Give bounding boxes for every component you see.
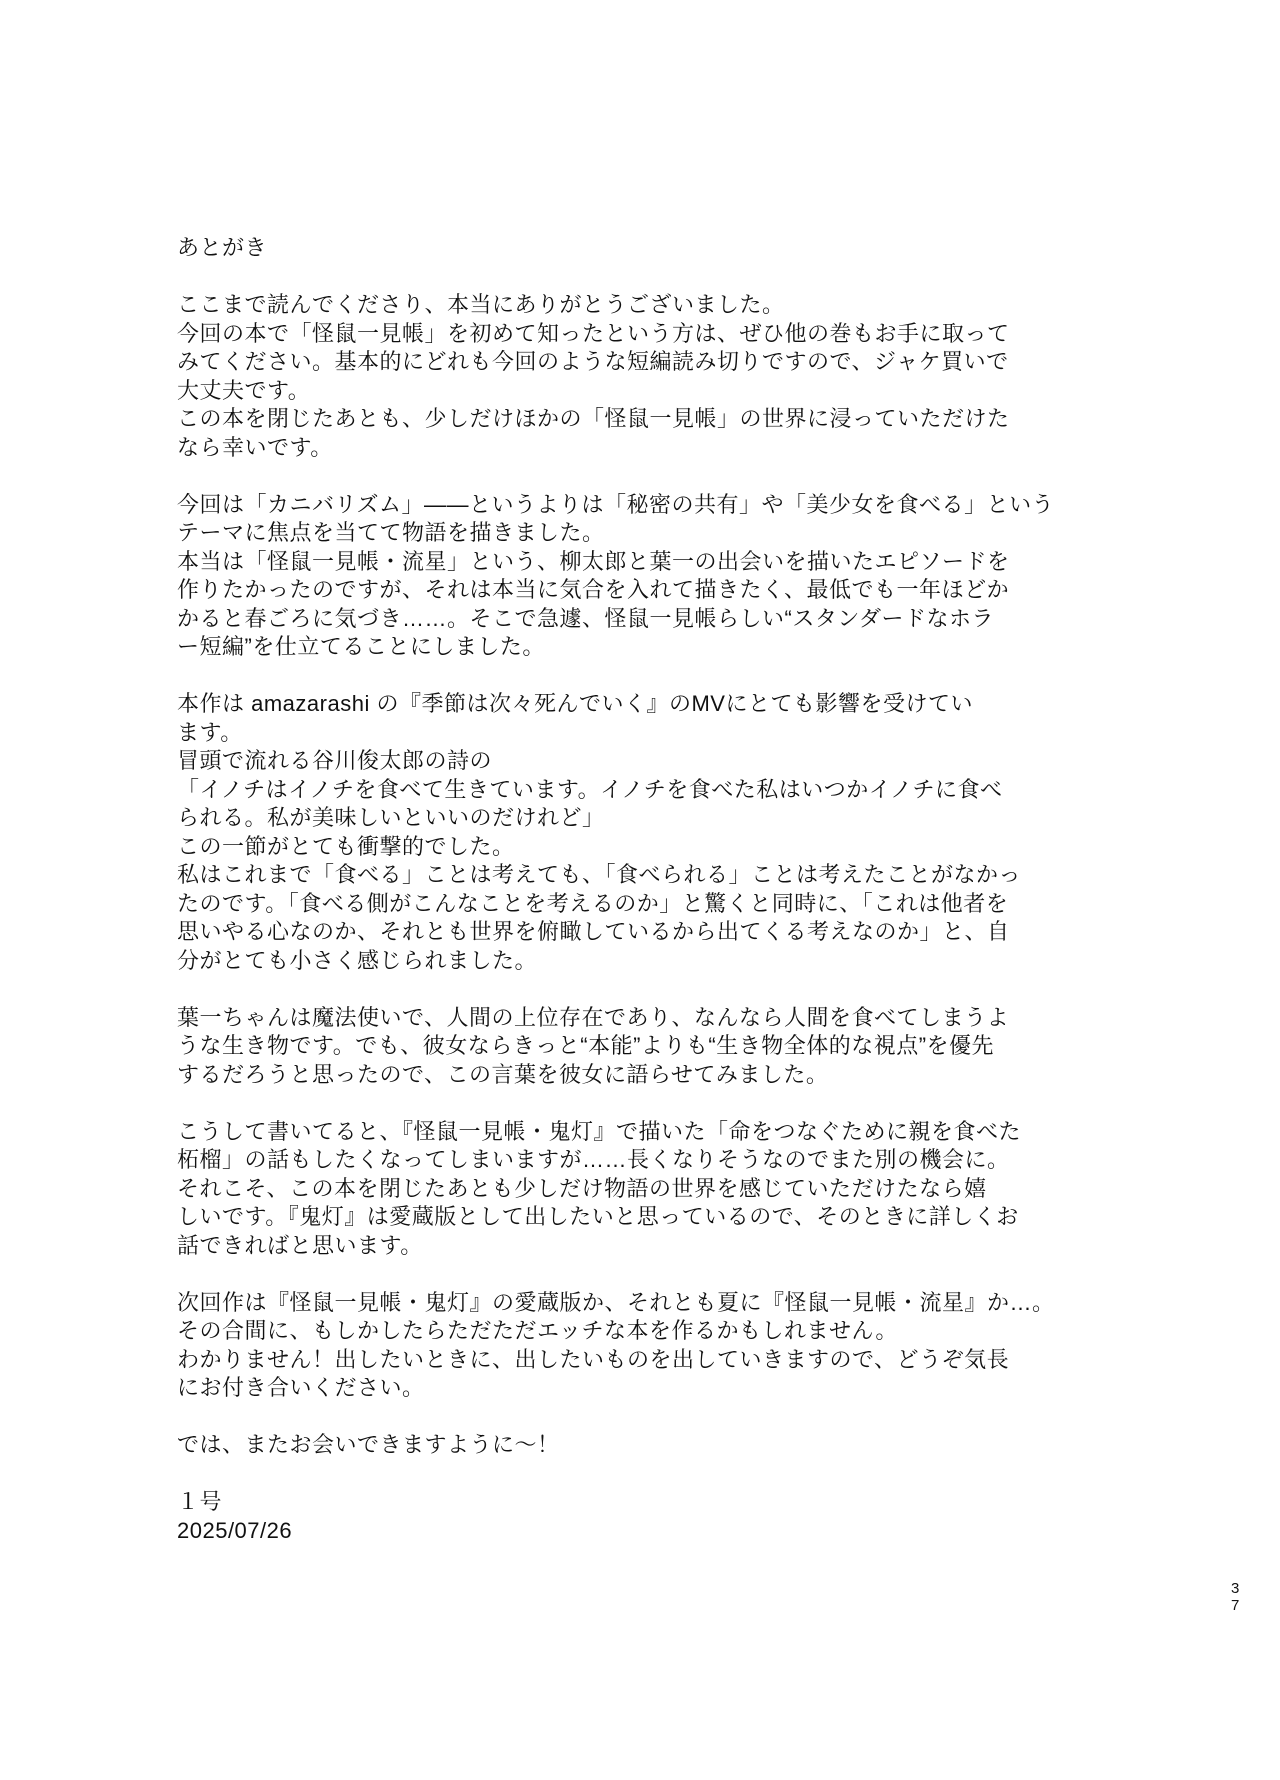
- text-line: なら幸いです。: [177, 434, 333, 460]
- page-number-digit: 3: [1231, 1580, 1240, 1597]
- paragraph: [177, 690, 1097, 975]
- text-line: 大丈夫です。: [177, 377, 311, 403]
- text-line: 柘榴」の話もしたくなってしまいますが……長くなりそうなのでまた別の機会に。: [177, 1147, 1010, 1172]
- closing-line: では、またお会いできますように～！: [177, 1432, 560, 1457]
- text-line: 作りたかったのですが、それは本当に気合を入れて描きたく、最低でも一年ほどか: [177, 577, 1010, 602]
- text-line: うな生き物です。でも、彼女ならきっと“本能”よりも“生き物全体的な視点”を優先: [177, 1033, 995, 1058]
- text-line: その合間に、もしかしたらただただエッチな本を作るかもしれません。: [177, 1318, 898, 1343]
- text-line: たのです。「食べる側がこんなことを考えるのか」と驚くと同時に、「これは他者を: [177, 890, 1009, 916]
- text-line: 思いやる心なのか、それとも世界を俯瞰しているから出てくる考えなのか」と、自: [177, 919, 1010, 944]
- text-line: かると春ごろに気づき……。そこで急遽、怪鼠一見帳らしい“スタンダードなホラ: [177, 605, 994, 631]
- text-line: 冒頭で流れる谷川俊太郎の詩の: [177, 748, 493, 773]
- text-line: ー短編”を仕立てることにしました。: [177, 634, 545, 659]
- text-line: ます。: [177, 719, 243, 745]
- page-title: あとがき: [177, 235, 268, 260]
- text-line: テーマに焦点を当てて物語を描きました。: [177, 520, 605, 545]
- text-line: それこそ、この本を閉じたあとも少しだけ物語の世界を感じていただけたなら嬉: [177, 1175, 987, 1201]
- text-line: するだろうと思ったので、この言葉を彼女に語らせてみました。: [177, 1061, 829, 1087]
- text-line: わかりません！出したいときに、出したいものを出していきますので、どうぞ気長: [177, 1346, 1010, 1372]
- page-number: [1231, 1580, 1239, 1614]
- text-line: 今回は「カニバリズム」――というよりは「秘密の共有」や「美少女を食べる」という: [177, 491, 1055, 517]
- text-line: 本作は amazarashi の『季節は次々死んでいく』のMVにとても影響を受けてい: [177, 691, 973, 716]
- text-line: この一節がとても衝撃的でした。: [177, 833, 515, 859]
- text-line: 分がとても小さく感じられました。: [177, 947, 538, 973]
- text-line: 話できればと思います。: [177, 1232, 423, 1258]
- text-line: 本当は「怪鼠一見帳・流星」という、柳太郎と葉一の出会いを描いたエピソードを: [177, 548, 1010, 574]
- signature-author: １号: [177, 1489, 223, 1514]
- paragraph-list: [177, 291, 1097, 1403]
- text-line: にお付き合いください。: [177, 1375, 425, 1400]
- text-line: この本を閉じたあとも、少しだけほかの「怪鼠一見帳」の世界に浸っていただけた: [177, 406, 1010, 431]
- text-line: しいです。『鬼灯』は愛蔵版として出したいと思っているので、そのときに詳しくお: [177, 1204, 1019, 1229]
- paragraph: [177, 1289, 1097, 1403]
- text-line: 次回作は『怪鼠一見帳・鬼灯』の愛蔵版か、それとも夏に『怪鼠一見帳・流星』か…。: [177, 1289, 1055, 1315]
- page-number-digit: 7: [1231, 1597, 1240, 1614]
- text-line: 今回の本で「怪鼠一見帳」を初めて知ったという方は、ぜひ他の巻もお手に取って: [177, 320, 1010, 346]
- text-line: られる。私が美味しいといいのだけれど」: [177, 805, 605, 830]
- text-line: 葉一ちゃんは魔法使いで、人間の上位存在であり、なんなら人間を食べてしまうよ: [177, 1004, 1010, 1030]
- paragraph: [177, 491, 1097, 662]
- text-line: ここまで読んでくださり、本当にありがとうございました。: [177, 292, 785, 317]
- text-line: こうして書いてると、『怪鼠一見帳・鬼灯』で描いた「命をつなぐために親を食べた: [177, 1118, 1022, 1144]
- signature: [177, 1488, 1097, 1545]
- paragraph: [177, 1118, 1097, 1261]
- paragraph: [177, 1004, 1097, 1090]
- text-line: 私はこれまで「食べる」ことは考えても、「食べられる」ことは考えたことがなかっ: [177, 862, 1022, 887]
- text-line: みてください。基本的にどれも今回のような短編読み切りですので、ジャケ買いで: [177, 349, 1009, 374]
- text-line: 「イノチはイノチを食べて生きています。イノチを食べた私はいつかイノチに食べ: [177, 776, 1003, 802]
- afterword-text-block: [177, 234, 1097, 1545]
- paragraph: [177, 291, 1097, 462]
- signature-date: 2025/07/26: [177, 1517, 293, 1543]
